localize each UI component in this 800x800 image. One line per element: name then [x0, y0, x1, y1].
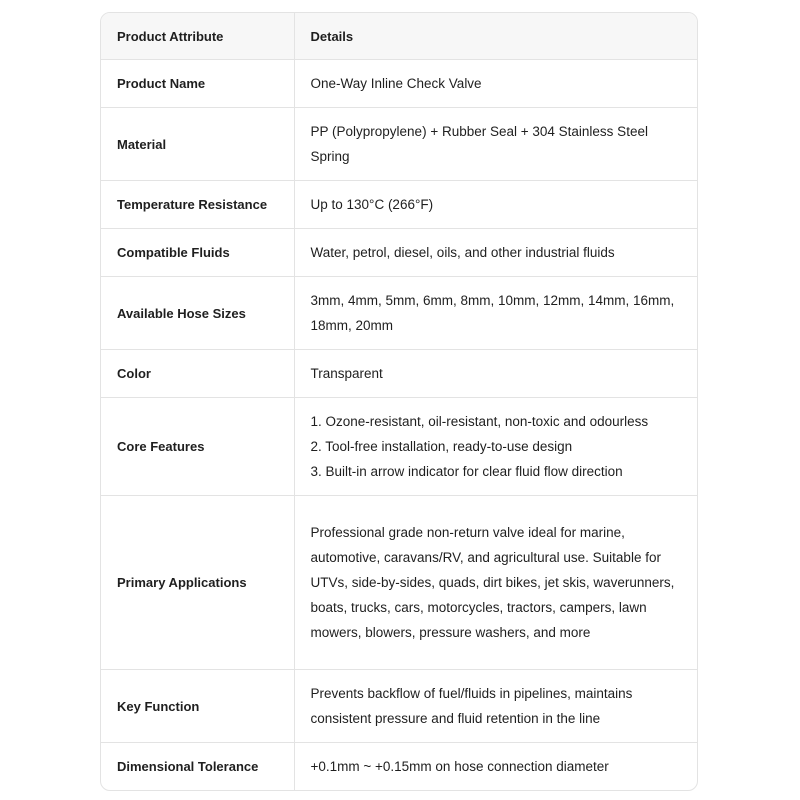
row-attribute: Temperature Resistance: [101, 181, 294, 229]
detail-line: 3mm, 4mm, 5mm, 6mm, 8mm, 10mm, 12mm, 14mm, 16mm, 18mm, 20mm: [310, 293, 675, 333]
row-details: [294, 350, 697, 398]
product-spec-table: [101, 13, 697, 790]
row-details: [294, 670, 697, 743]
row-details: [294, 496, 697, 670]
detail-line: +0.1mm ~ +0.15mm on hose connection diameter: [310, 758, 609, 774]
detail-line: Prevents backflow of fuel/fluids in pipelines, maintains consistent pressure and fluid retention in the line: [310, 686, 633, 726]
row-attribute: Material: [101, 108, 294, 181]
table-row: [101, 108, 697, 181]
detail-line: 3. Built-in arrow indicator for clear fluid flow direction: [310, 464, 623, 479]
row-details: [294, 108, 697, 181]
header-details: Details: [294, 13, 697, 60]
table-row: [101, 496, 697, 670]
detail-line: Water, petrol, diesel, oils, and other industrial fluids: [310, 245, 615, 260]
table-header-row: [101, 13, 697, 60]
detail-line: Transparent: [310, 366, 383, 381]
row-attribute: Dimensional Tolerance: [101, 743, 294, 790]
row-attribute: Available Hose Sizes: [101, 277, 294, 350]
detail-line: One-Way Inline Check Valve: [310, 76, 482, 91]
row-attribute: Compatible Fluids: [101, 229, 294, 277]
table-row: [101, 181, 697, 229]
table-row: [101, 743, 697, 790]
spec-table-container: [100, 12, 698, 791]
row-details: [294, 229, 697, 277]
row-attribute: Primary Applications: [101, 496, 294, 670]
detail-line: Up to 130°C (266°F): [310, 197, 434, 212]
table-row: [101, 60, 697, 108]
table-row: [101, 398, 697, 496]
detail-line: 2. Tool-free installation, ready-to-use design: [310, 439, 573, 454]
detail-line: Professional grade non-return valve ideal for marine, automotive, caravans/RV, and agricultural use. Suitable for UTVs, side-by-sides, quads, dirt bikes, jet skis, waverunners, boats, trucks, cars, motorcycles, tractors, campers, lawn mowers, blowers, pressure washers, and more: [310, 525, 675, 640]
detail-line: 1. Ozone-resistant, oil-resistant, non-toxic and odourless: [310, 414, 649, 429]
row-details: [294, 277, 697, 350]
table-row: [101, 277, 697, 350]
row-details: [294, 743, 697, 790]
header-product-attribute: Product Attribute: [101, 13, 294, 60]
row-details: [294, 398, 697, 496]
row-details: [294, 181, 697, 229]
detail-line: PP (Polypropylene) + Rubber Seal + 304 Stainless Steel Spring: [310, 124, 648, 164]
table-row: [101, 229, 697, 277]
row-details: [294, 60, 697, 108]
row-attribute: Key Function: [101, 670, 294, 743]
row-attribute: Color: [101, 350, 294, 398]
table-row: [101, 670, 697, 743]
row-attribute: Product Name: [101, 60, 294, 108]
table-row: [101, 350, 697, 398]
row-attribute: Core Features: [101, 398, 294, 496]
